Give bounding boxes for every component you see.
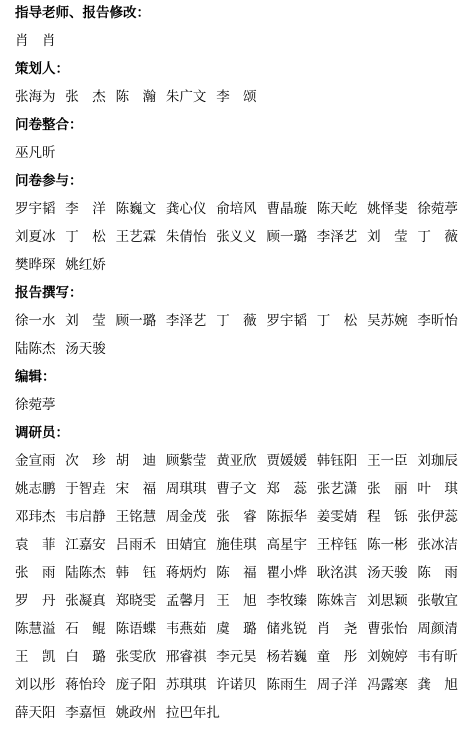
person-name: 王梓钰	[316, 537, 358, 553]
person-name: 宋 福	[115, 481, 157, 497]
person-name: 白 璐	[65, 649, 106, 665]
person-name: 肖 尧	[316, 621, 358, 637]
person-name: 程 铄	[367, 509, 408, 525]
person-name: 罗宇韬	[15, 201, 56, 217]
name-row	[15, 226, 470, 254]
name-row	[15, 506, 470, 534]
person-name: 陆陈杰	[65, 565, 106, 581]
person-name: 冯露寒	[367, 677, 408, 693]
person-name: 袁 菲	[15, 537, 56, 553]
person-name: 张 丽	[367, 481, 408, 497]
name-row	[15, 86, 470, 114]
person-name: 姚怿斐	[367, 201, 408, 217]
person-name: 张 睿	[216, 509, 257, 525]
person-name: 徐菀葶	[417, 201, 458, 217]
person-name: 胡 迪	[115, 453, 157, 469]
name-row	[15, 338, 470, 366]
person-name: 邢睿祺	[165, 649, 207, 665]
person-name: 樊晔琛	[15, 257, 56, 273]
person-name: 刘婉婷	[367, 649, 408, 665]
person-name: 李泽艺	[165, 313, 207, 329]
person-name: 苏琪琪	[165, 677, 207, 693]
person-name: 耿洺淇	[316, 565, 358, 581]
person-name: 朱广文	[165, 89, 207, 105]
person-name: 张雯欣	[115, 649, 157, 665]
person-name: 李牧臻	[266, 593, 307, 609]
person-name: 丁 薇	[216, 313, 257, 329]
person-name: 李泽艺	[316, 229, 358, 245]
name-row	[15, 450, 470, 478]
person-name: 张 杰	[65, 89, 106, 105]
person-name: 陆陈杰	[15, 341, 56, 357]
person-name: 刘以彤	[15, 677, 56, 693]
person-name: 丁 松	[65, 229, 106, 245]
name-row	[15, 674, 470, 702]
name-row	[15, 534, 470, 562]
person-name: 刘思颖	[367, 593, 408, 609]
person-name: 姚红娇	[65, 257, 106, 273]
person-name: 陈 福	[216, 565, 257, 581]
person-name: 童 彤	[316, 649, 358, 665]
person-name: 姚志鹏	[15, 481, 56, 497]
person-name: 肖 肖	[15, 33, 56, 49]
person-name: 陈巍文	[115, 201, 157, 217]
person-name: 李嘉恒	[65, 705, 106, 721]
person-name: 陈 瀚	[115, 89, 157, 105]
name-row	[15, 310, 470, 338]
person-name: 施佳琪	[216, 537, 257, 553]
person-name: 韩 钰	[115, 565, 157, 581]
name-row	[15, 30, 470, 58]
person-name: 瞿小烨	[266, 565, 307, 581]
person-name: 金宣雨	[15, 453, 56, 469]
person-name: 孟馨月	[165, 593, 207, 609]
person-name: 顾一璐	[266, 229, 307, 245]
person-name: 贾媛媛	[266, 453, 307, 469]
person-name: 陈振华	[266, 509, 307, 525]
person-name: 蒋炳灼	[165, 565, 207, 581]
person-name: 周子洋	[316, 677, 358, 693]
person-name: 俞培风	[216, 201, 257, 217]
person-name: 石 鲲	[65, 621, 106, 637]
person-name: 罗 丹	[15, 593, 56, 609]
credits-document	[15, 2, 470, 730]
person-name: 刘 莹	[367, 229, 408, 245]
name-row	[15, 198, 470, 226]
person-name: 张敬宜	[417, 593, 458, 609]
person-name: 虞 璐	[216, 621, 257, 637]
person-name: 拉巴年扎	[165, 705, 220, 721]
name-row	[15, 702, 470, 730]
person-name: 陈天屹	[316, 201, 358, 217]
section-heading: 策划人：	[15, 61, 69, 77]
person-name: 韦有昕	[417, 649, 458, 665]
person-name: 次 珍	[65, 453, 106, 469]
section-heading: 问卷整合：	[15, 117, 83, 133]
person-name: 张 雨	[15, 565, 56, 581]
person-name: 张艺潇	[316, 481, 358, 497]
person-name: 汤天骏	[367, 565, 408, 581]
person-name: 韦燕茹	[165, 621, 207, 637]
person-name: 吕雨禾	[115, 537, 157, 553]
section-heading: 问卷参与：	[15, 173, 83, 189]
person-name: 汤天骏	[65, 341, 106, 357]
person-name: 郑 蕊	[266, 481, 307, 497]
person-name: 蒋怡玲	[65, 677, 106, 693]
person-name: 徐一水	[15, 313, 56, 329]
person-name: 许诺贝	[216, 677, 257, 693]
person-name: 丁 松	[316, 313, 358, 329]
person-name: 陈雨生	[266, 677, 307, 693]
person-name: 韩钰阳	[316, 453, 358, 469]
person-name: 曹晶璇	[266, 201, 307, 217]
person-name: 陈一彬	[367, 537, 408, 553]
person-name: 高星宇	[266, 537, 307, 553]
person-name: 姚政州	[115, 705, 157, 721]
person-name: 王 凯	[15, 649, 56, 665]
name-row	[15, 142, 470, 170]
name-row	[15, 254, 470, 282]
person-name: 刘 莹	[65, 313, 106, 329]
person-name: 张海为	[15, 89, 56, 105]
person-name: 储兆锐	[266, 621, 307, 637]
person-name: 王艺霖	[115, 229, 157, 245]
person-name: 吴苏婉	[367, 313, 408, 329]
person-name: 张凝真	[65, 593, 106, 609]
person-name: 陈慧溢	[15, 621, 56, 637]
person-name: 徐菀葶	[15, 397, 56, 413]
person-name: 叶 琪	[417, 481, 458, 497]
person-name: 陈姝言	[316, 593, 358, 609]
person-name: 巫凡昕	[15, 145, 56, 161]
person-name: 龚心仪	[165, 201, 207, 217]
person-name: 韦启静	[65, 509, 106, 525]
person-name: 龚 旭	[417, 677, 458, 693]
person-name: 周颜清	[417, 621, 458, 637]
person-name: 李昕怡	[417, 313, 458, 329]
section-heading: 报告撰写：	[15, 285, 83, 301]
person-name: 江嘉安	[65, 537, 106, 553]
person-name: 邓玮杰	[15, 509, 56, 525]
person-name: 曹张怡	[367, 621, 408, 637]
person-name: 郑晓雯	[115, 593, 157, 609]
person-name: 杨若巍	[266, 649, 307, 665]
person-name: 李元昊	[216, 649, 257, 665]
person-name: 薛天阳	[15, 705, 56, 721]
person-name: 陈 雨	[417, 565, 458, 581]
name-row	[15, 562, 470, 590]
name-row	[15, 478, 470, 506]
person-name: 姜雯婧	[316, 509, 358, 525]
name-row	[15, 618, 470, 646]
section-heading: 指导老师、报告修改：	[15, 5, 150, 21]
person-name: 王一臣	[367, 453, 408, 469]
person-name: 王 旭	[216, 593, 257, 609]
person-name: 周金茂	[165, 509, 207, 525]
person-name: 陈语蝶	[115, 621, 157, 637]
person-name: 李 颂	[216, 89, 257, 105]
person-name: 张冰洁	[417, 537, 458, 553]
person-name: 丁 薇	[417, 229, 458, 245]
person-name: 顾一璐	[115, 313, 157, 329]
person-name: 黄亚欣	[216, 453, 257, 469]
person-name: 庞子阳	[115, 677, 157, 693]
person-name: 张伊蕊	[417, 509, 458, 525]
person-name: 刘珈辰	[417, 453, 458, 469]
person-name: 田婧宜	[165, 537, 207, 553]
name-row	[15, 646, 470, 674]
section-heading: 编辑：	[15, 369, 56, 385]
person-name: 李 洋	[65, 201, 106, 217]
person-name: 于智垚	[65, 481, 106, 497]
name-row	[15, 590, 470, 618]
section-heading: 调研员：	[15, 425, 69, 441]
person-name: 朱倩怡	[165, 229, 207, 245]
person-name: 曹子文	[216, 481, 257, 497]
person-name: 罗宇韬	[266, 313, 307, 329]
person-name: 王铭慧	[115, 509, 157, 525]
person-name: 张义义	[216, 229, 257, 245]
person-name: 顾紫莹	[165, 453, 207, 469]
person-name: 刘夏冰	[15, 229, 56, 245]
person-name: 周琪琪	[165, 481, 207, 497]
name-row	[15, 394, 470, 422]
